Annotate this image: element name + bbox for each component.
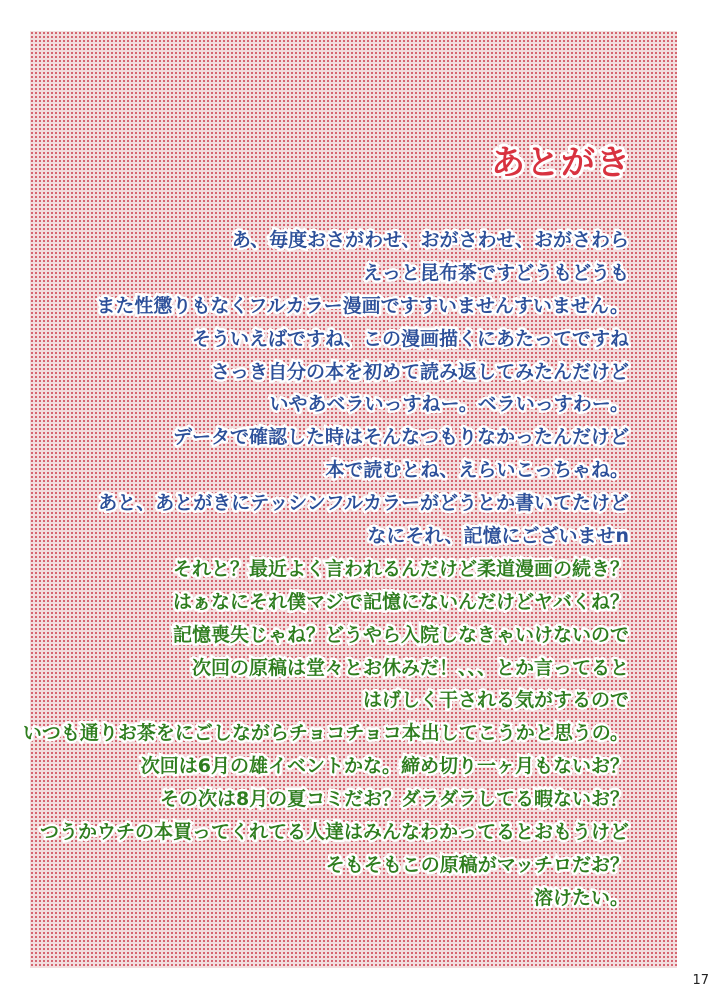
text-line: その次は8月の夏コミだお？ダラダラしてる暇ないお？ [159, 788, 629, 811]
text-line: 記憶喪失じゃね？どうやら入院しなきゃいけないので [172, 623, 629, 646]
dotted-background-panel [22, 31, 677, 968]
text-line: はげしく干される気がするので [362, 689, 629, 712]
text-line: いやあベラいっすねー。ベラいっすわー。 [269, 393, 629, 416]
page-title: あとがき [491, 143, 631, 183]
text-line: えっと昆布茶ですどうもどうも [362, 261, 629, 284]
text-line: つうかウチの本買ってくれてる人達はみんなわかってるとおもうけど [39, 821, 629, 844]
text-line: さっき自分の本を初めて読み返してみたんだけど [210, 360, 629, 383]
text-line: そもそもこの原稿がマッチロだお？ [325, 853, 629, 876]
text-line: それと？最近よく言われるんだけど柔道漫画の続き？ [172, 557, 629, 580]
text-line: また性懲りもなくフルカラー漫画ですすいませんすいません。 [96, 294, 629, 317]
text-line: 次回の原稿は堂々とお休みだ！、、、とか言ってると [191, 656, 629, 679]
text-line: なにそれ、記憶にございませn [367, 525, 629, 548]
text-line: そういえばですね、この漫画描くにあたってですね [191, 327, 629, 350]
text-line: いつも通りお茶をにごしながらチョコチョコ本出してこうかと思うの。 [22, 722, 629, 745]
text-line: データで確認した時はそんなつもりなかったんだけど [172, 426, 629, 449]
text-line: 次回は6月の雄イベントかな。締め切り一ヶ月もないお？ [140, 755, 629, 778]
afterword-text [0, 224, 629, 915]
page-number: 17 [692, 973, 709, 988]
text-line: はぁなにそれ僕マジで記憶にないんだけどヤバくね？ [172, 590, 629, 613]
text-line: 本で読むとね、えらいこっちゃね。 [325, 459, 629, 482]
text-line: あ、毎度おさがわせ、おがさわせ、おがさわら [231, 229, 629, 251]
text-line: あと、あとがきにテッシンフルカラーがどうとか書いてたけど [98, 492, 629, 515]
text-line: 溶けたい。 [533, 886, 629, 909]
